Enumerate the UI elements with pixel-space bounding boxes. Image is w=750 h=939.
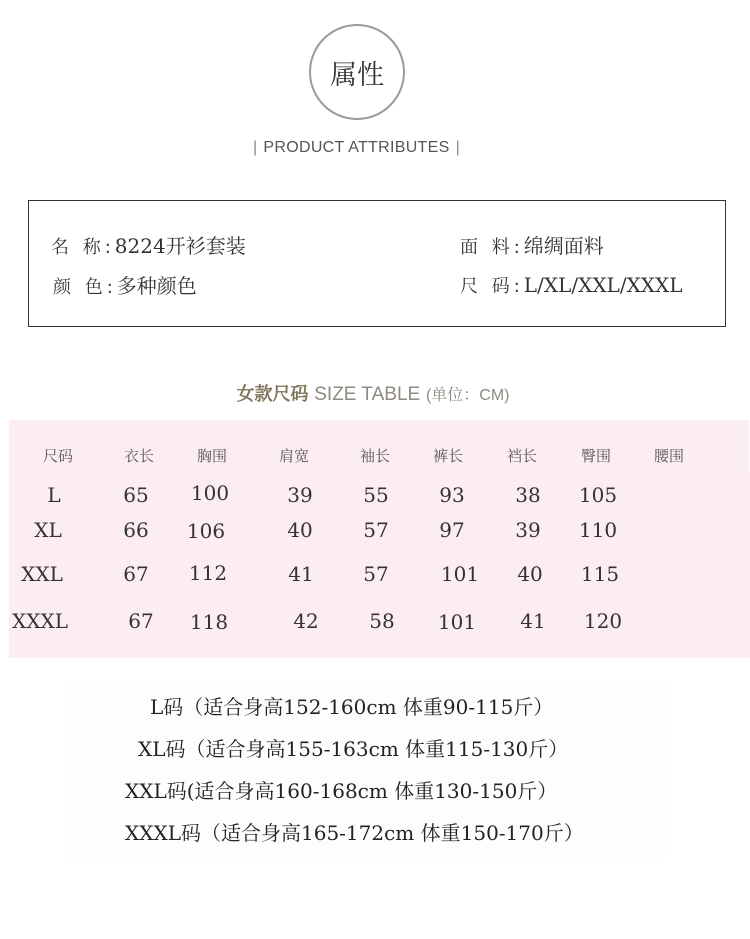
table-cell: 58 xyxy=(369,609,395,633)
table-cell: 101 xyxy=(440,562,480,586)
attr-size-value: L/XL/XXL/XXXL xyxy=(523,273,683,297)
table-cell: 39 xyxy=(287,483,313,507)
table-cell: 105 xyxy=(578,483,618,507)
table-cell: 118 xyxy=(189,610,229,634)
table-header: 肩宽 xyxy=(278,447,309,465)
table-cell: XL xyxy=(34,518,62,542)
table-cell: 38 xyxy=(515,483,541,507)
table-header: 裆长 xyxy=(506,447,537,465)
size-table-title-cn: 女款尺码 xyxy=(236,384,309,405)
fit-guide-line: L码（适合身高152-160cm 体重90-115斤） xyxy=(150,695,554,719)
attr-name-label: 名 称: xyxy=(51,237,115,258)
attr-color xyxy=(53,270,197,299)
fit-guide-line: XXL码(适合身高160-168cm 体重130-150斤） xyxy=(125,779,558,803)
table-cell: 97 xyxy=(439,518,465,542)
table-cell: 66 xyxy=(123,518,149,542)
attr-fabric xyxy=(460,230,604,259)
table-header: 衣长 xyxy=(123,447,154,465)
table-header: 袖长 xyxy=(359,447,390,465)
table-cell: 115 xyxy=(580,562,620,586)
table-cell: 42 xyxy=(293,609,319,633)
table-cell: 106 xyxy=(186,519,226,543)
table-cell: 120 xyxy=(583,609,623,633)
attr-size xyxy=(460,272,683,298)
table-cell: 57 xyxy=(363,518,389,542)
section-title-circle xyxy=(309,24,405,120)
divider-left: | xyxy=(252,139,258,156)
section-title: 属性 xyxy=(330,59,384,91)
fit-guide-line: XXXL码（适合身高165-172cm 体重150-170斤） xyxy=(125,821,584,845)
table-cell: L xyxy=(47,483,61,507)
attr-name xyxy=(51,230,246,259)
table-cell: 67 xyxy=(128,609,154,633)
attr-color-value: 多种颜色 xyxy=(116,274,197,298)
attr-fabric-value: 绵绸面料 xyxy=(523,234,604,258)
table-cell: 57 xyxy=(363,562,389,586)
attr-size-label: 尺 码: xyxy=(460,276,524,297)
table-header: 腰围 xyxy=(653,447,684,465)
size-table-unit: (单位：CM) xyxy=(425,387,510,404)
table-cell: XXL xyxy=(21,562,63,586)
size-table-title xyxy=(0,380,746,406)
table-header: 裤长 xyxy=(432,447,463,465)
table-cell: 65 xyxy=(123,483,149,507)
size-table-title-en: SIZE TABLE xyxy=(314,384,421,405)
divider-right: | xyxy=(455,139,461,156)
table-cell: 55 xyxy=(363,483,389,507)
attr-color-label: 颜 色: xyxy=(53,277,117,298)
table-cell: 93 xyxy=(439,483,465,507)
table-cell: 39 xyxy=(515,518,541,542)
size-table-background-edge xyxy=(740,472,750,658)
table-cell: 112 xyxy=(188,561,228,585)
table-cell: XXXL xyxy=(12,609,68,633)
table-cell: 67 xyxy=(123,562,149,586)
table-cell: 41 xyxy=(288,562,314,586)
table-cell: 40 xyxy=(517,562,543,586)
table-cell: 41 xyxy=(520,609,546,633)
table-header: 胸围 xyxy=(196,447,227,465)
table-header: 臀围 xyxy=(580,447,611,465)
attributes-box xyxy=(28,200,726,327)
fit-guide-line: XL码（适合身高155-163cm 体重115-130斤） xyxy=(138,737,569,761)
table-cell: 40 xyxy=(287,518,313,542)
table-cell: 100 xyxy=(190,481,230,505)
section-subtitle xyxy=(0,139,713,157)
table-cell: 110 xyxy=(578,518,618,542)
table-cell: 101 xyxy=(437,610,477,634)
attr-fabric-label: 面 料: xyxy=(460,237,524,258)
table-header: 尺码 xyxy=(42,447,73,465)
subtitle-text: PRODUCT ATTRIBUTES xyxy=(263,139,450,156)
attr-name-value: 8224开衫套装 xyxy=(114,234,246,258)
